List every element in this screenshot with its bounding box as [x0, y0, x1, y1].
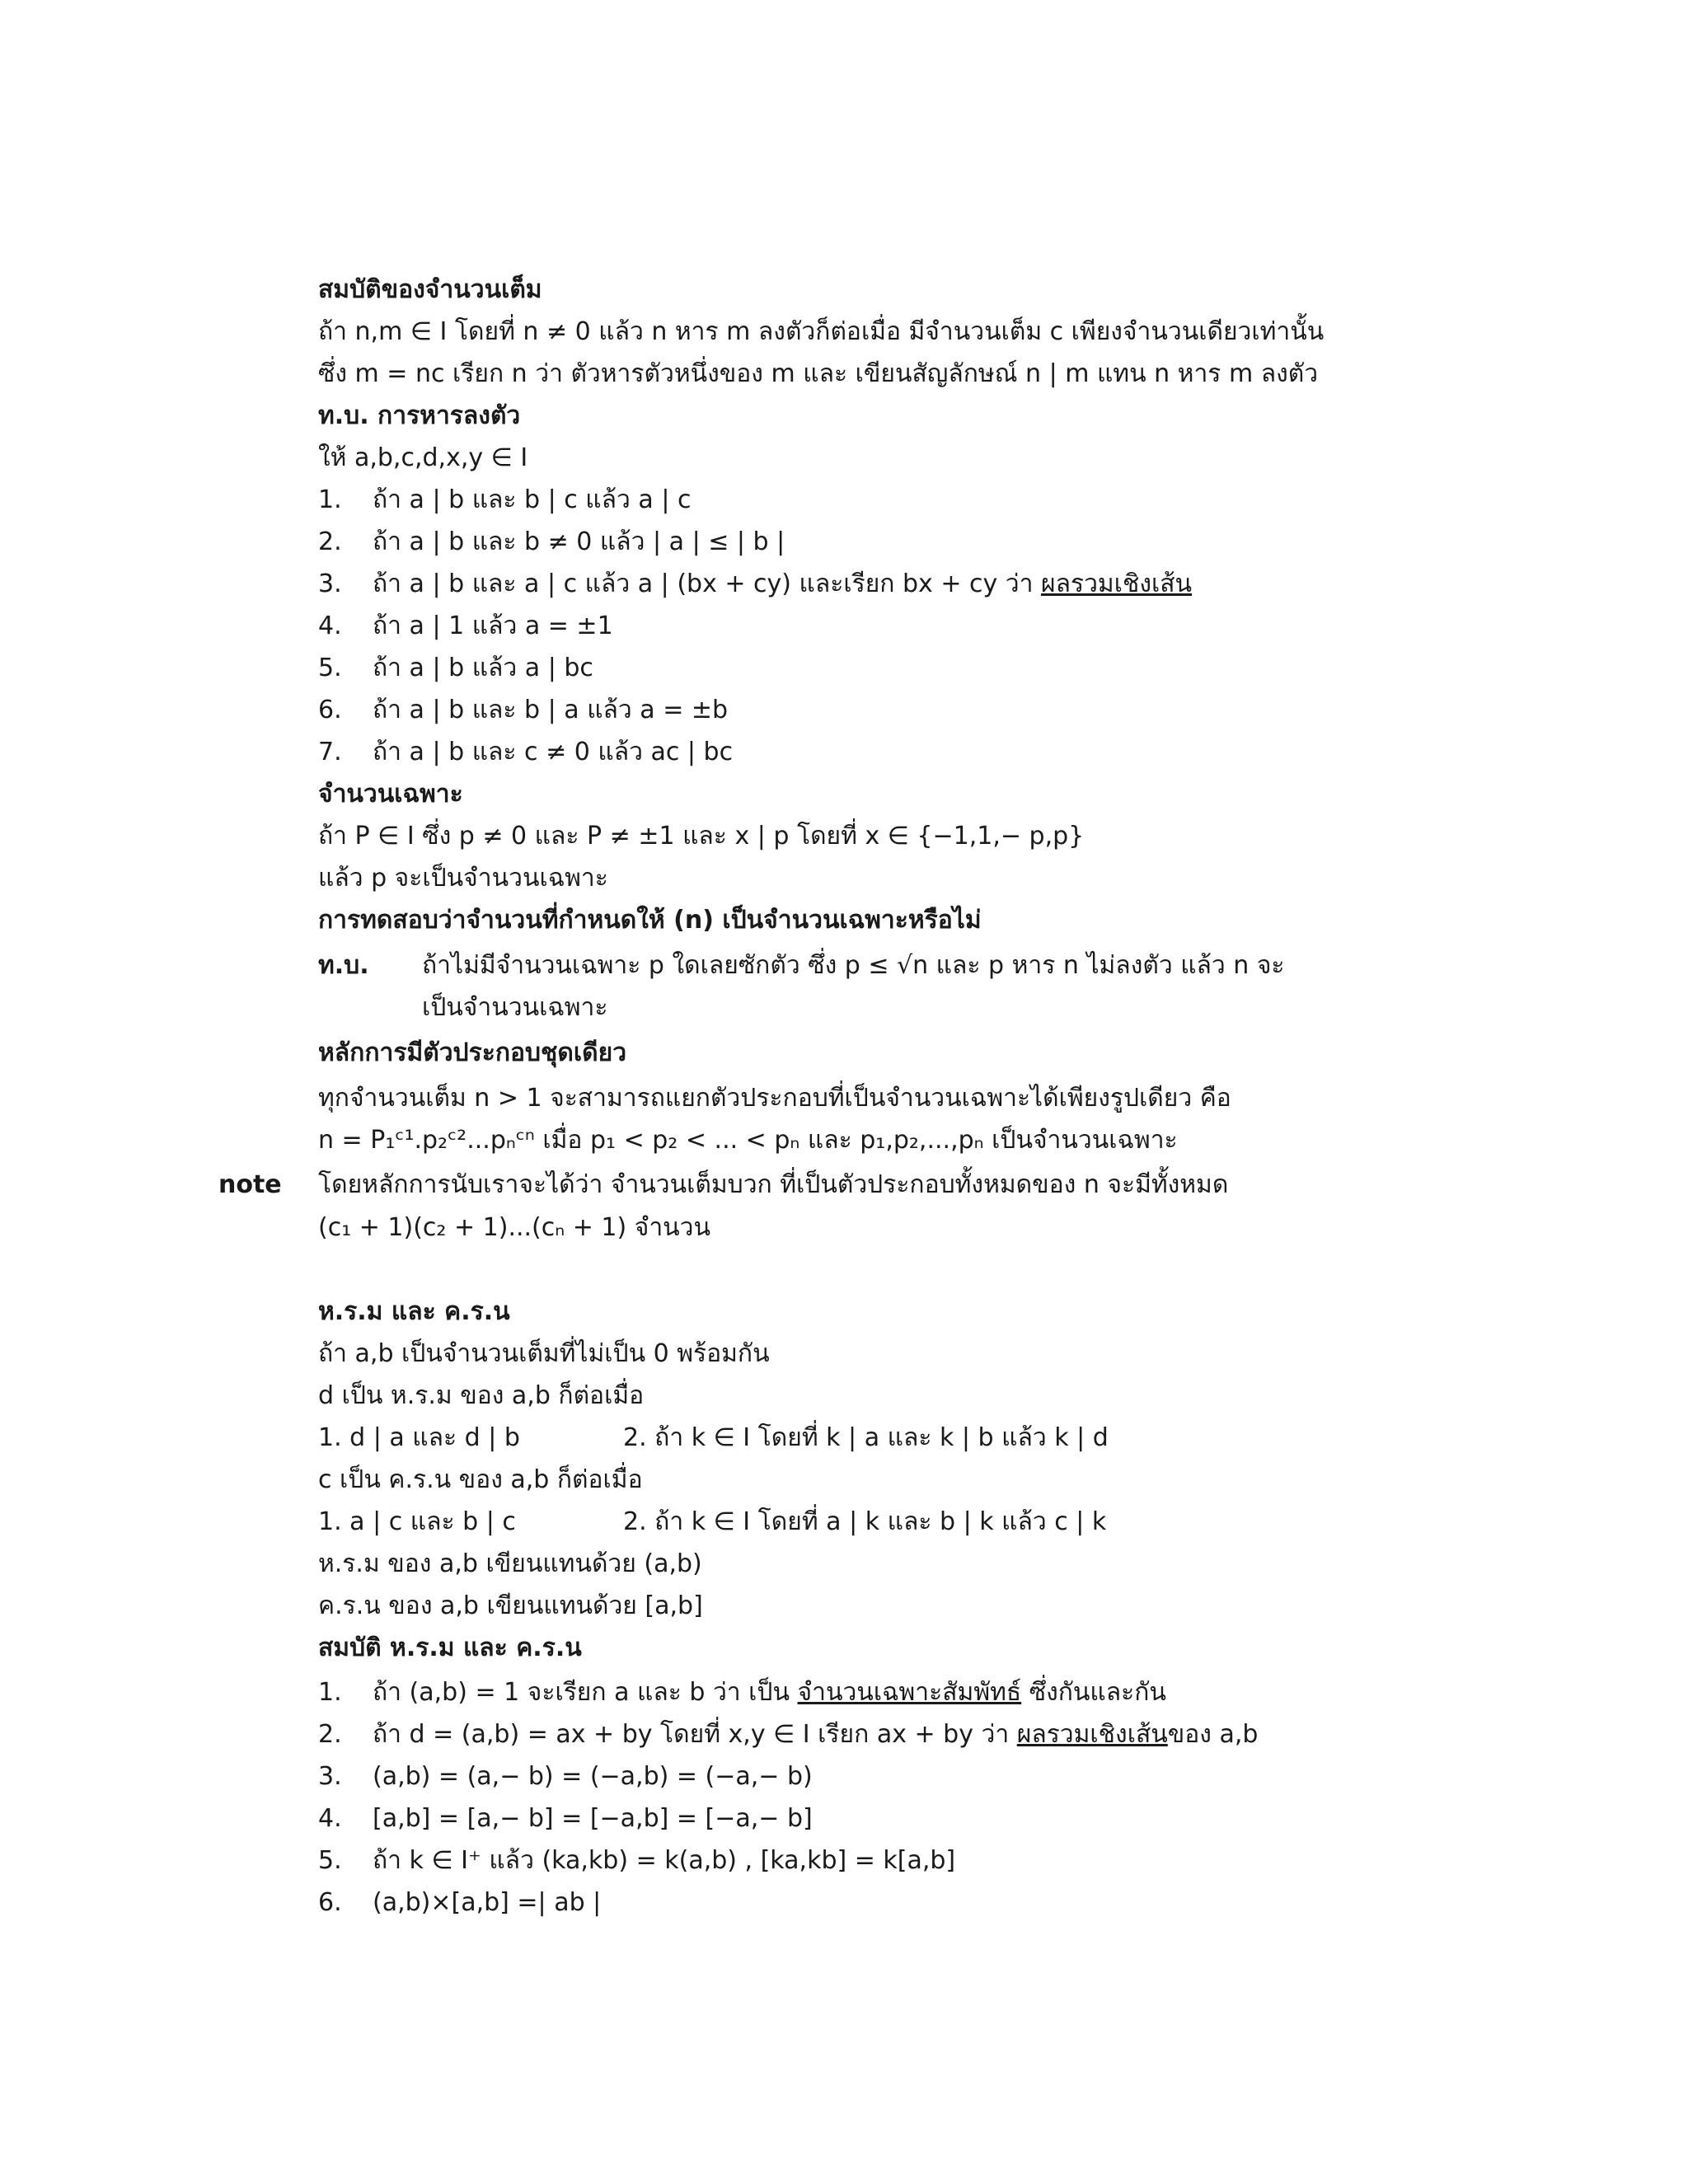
lcm-conditions: 1. a | c และ b | c 2. ถ้า k ∈ I โดยที่ a | k และ b | k แล้ว c | k: [318, 1507, 1107, 1536]
gcd-conditions: 1. d | a และ d | b 2. ถ้า k ∈ I โดยที่ k | a และ k | b แล้ว k | d: [318, 1423, 1109, 1452]
divisibility-definition-line1: ถ้า n,m ∈ I โดยที่ n ≠ 0 แล้ว n หาร m ลงตัวก็ต่อเมื่อ มีจำนวนเต็ม c เพียงจำนวนเดียวเท่านั้น: [318, 317, 1325, 346]
divisor-count-formula: (c₁ + 1)(c₂ + 1)...(cₙ + 1) จำนวน: [318, 1213, 711, 1242]
list-item: 1. ถ้า a | b และ b | c แล้ว a | c: [318, 485, 692, 514]
document-page: สมบัติของจำนวนเต็ม ถ้า n,m ∈ I โดยที่ n ≠ 0 แล้ว n หาร m ลงตัวก็ต่อเมื่อ มีจำนวนเต็ม c เพียงจำนวนเดียวเท่านั้น ซึ่ง m = nc เรียก n ว่า ตัวหารตัวหนึ่งของ m และ เขียนสัญลักษณ์ n | m แทน n หาร m ลงตัว ท.บ. การหารลงตัว ให้ a,b,c,d,x,y ∈ I 1. ถ้า a | b และ b | c แล้ว a | c 2. ถ้า a | b และ b ≠ 0 แล้ว | a | ≤ | b | 3. ถ้า a | b และ a | c แล้ว a | (bx + cy) และเรียก bx + cy ว่า ผลรวมเชิงเส้น 4. ถ้า a | 1 แล้ว a = ±1 5. ถ้า a | b แล้ว a | bc 6. ถ้า a | b และ b | a แล้ว a = ±b 7. ถ้า a | b และ c ≠ 0 แล้ว ac | bc จำนวนเฉพาะ ถ้า P ∈ I ซึ่ง p ≠ 0 และ P ≠ ±1 และ x | p โดยที่ x ∈ {−1,1,− p,p} แล้ว p จะเป็นจำนวนเฉพาะ การทดสอบว่าจำนวนที่กำหนดให้ (n) เป็นจำนวนเฉพาะหรือไม่ ท.บ. ถ้าไม่มีจำนวนเฉพาะ p ใดเลยซักตัว ซึ่ง p ≤ √n และ p หาร n ไม่ลงตัว แล้ว n จะ เป็นจำนวนเฉพาะ หลักการมีตัวประกอบชุดเดียว ทุกจำนวนเต็ม n > 1 จะสามารถแยกตัวประกอบที่เป็นจำนวนเฉพาะได้เพียงรูปเดียว คือ n = P₁ᶜ¹.p₂ᶜ²...pₙᶜⁿ เมื่อ p₁ < p₂ < ... < pₙ และ p₁,p₂,...,pₙ เป็นจำนวนเฉพาะ note โดยหลักการนับเราจะได้ว่า จำนวนเต็มบวก ที่เป็นตัวประกอบทั้งหมดของ n จะมีทั้งหมด (c₁ + 1)(c₂ + 1)...(cₙ + 1) จำนวน ห.ร.ม และ ค.ร.น ถ้า a,b เป็นจำนวนเต็มที่ไม่เป็น 0 พร้อมกัน d เป็น ห.ร.ม ของ a,b ก็ต่อเมื่อ 1. d | a และ d | b 2. ถ้า k ∈ I โดยที่ k | a และ k | b แล้ว k | d c เป็น ค.ร.น ของ a,b ก็ต่อเมื่อ 1. a | c และ b | c 2. ถ้า k ∈ I โดยที่ a | k และ b | k แล้ว c | k ห.ร.ม ของ a,b เขียนแทนด้วย (a,b) ค.ร.น ของ a,b เขียนแทนด้วย [a,b] สมบัติ ห.ร.ม และ ค.ร.น 1. ถ้า (a,b) = 1 จะเรียก a และ b ว่า เป็น จำนวนเฉพาะสัมพัทธ์ ซึ่งกันและกัน 2. ถ้า d = (a,b) = ax + by โดยที่ x,y ∈ I เรียก ax + by ว่า ผลรวมเชิงเส้นของ a,b 3. (a,b) = (a,− b) = (−a,b) = (−a,− b) 4. [a,b] = [a,− b] = [−a,b] = [−a,− b] 5. ถ้า k ∈ I⁺ แล้ว (ka,kb) = k(a,b) , [ka,kb] = k[a,b] 6. (a,b)×[a,b] =| ab |: [0, 0, 1688, 2184]
list-item: 7. ถ้า a | b และ c ≠ 0 แล้ว ac | bc: [318, 738, 734, 766]
list-item: 4. [a,b] = [a,− b] = [−a,b] = [−a,− b]: [318, 1804, 813, 1833]
list-item: 3. ถ้า a | b และ a | c แล้ว a | (bx + cy) และเรียก bx + cy ว่า ผลรวมเชิงเส้น: [318, 569, 1193, 598]
gcd-lcm-given: ถ้า a,b เป็นจำนวนเต็มที่ไม่เป็น 0 พร้อมกัน: [318, 1339, 770, 1368]
list-item: 3. (a,b) = (a,− b) = (−a,b) = (−a,− b): [318, 1762, 813, 1791]
list-item: 4. ถ้า a | 1 แล้ว a = ±1: [318, 612, 613, 640]
linear-combination-term: ผลรวมเชิงเส้น: [1041, 569, 1193, 598]
lcm-notation: ค.ร.น ของ a,b เขียนแทนด้วย [a,b]: [318, 1591, 703, 1620]
list-item: 5. ถ้า a | b แล้ว a | bc: [318, 654, 593, 682]
lcm-definition-intro: c เป็น ค.ร.น ของ a,b ก็ต่อเมื่อ: [318, 1465, 643, 1494]
relatively-prime-term: จำนวนเฉพาะสัมพัทธ์: [797, 1678, 1022, 1707]
note-label: note: [218, 1170, 282, 1199]
section-title-unique-factorization: หลักการมีตัวประกอบชุดเดียว: [318, 1038, 627, 1067]
section-title-gcd-lcm-properties: สมบัติ ห.ร.ม และ ค.ร.น: [318, 1633, 582, 1662]
gcd-definition-intro: d เป็น ห.ร.ม ของ a,b ก็ต่อเมื่อ: [318, 1381, 645, 1410]
prime-definition-line2: แล้ว p จะเป็นจำนวนเฉพาะ: [318, 864, 608, 893]
gcd-notation: ห.ร.ม ของ a,b เขียนแทนด้วย (a,b): [318, 1549, 702, 1578]
factorization-line1: ทุกจำนวนเต็ม n > 1 จะสามารถแยกตัวประกอบที่เป็นจำนวนเฉพาะได้เพียงรูปเดียว คือ: [318, 1084, 1231, 1113]
theorem-label: ท.บ.: [318, 951, 369, 980]
divisibility-given: ให้ a,b,c,d,x,y ∈ I: [318, 443, 528, 472]
section-title-prime: จำนวนเฉพาะ: [318, 780, 463, 808]
divisor-count-line1: โดยหลักการนับเราจะได้ว่า จำนวนเต็มบวก ที่เป็นตัวประกอบทั้งหมดของ n จะมีทั้งหมด: [318, 1170, 1229, 1199]
list-item: 2. ถ้า d = (a,b) = ax + by โดยที่ x,y ∈ I เรียก ax + by ว่า ผลรวมเชิงเส้นของ a,b: [318, 1720, 1259, 1749]
section-title-integer-properties: สมบัติของจำนวนเต็ม: [318, 275, 542, 304]
list-item: 2. ถ้า a | b และ b ≠ 0 แล้ว | a | ≤ | b |: [318, 527, 785, 556]
section-title-divisibility-theorem: ท.บ. การหารลงตัว: [318, 401, 521, 430]
divisibility-definition-line2: ซึ่ง m = nc เรียก n ว่า ตัวหารตัวหนึ่งของ m และ เขียนสัญลักษณ์ n | m แทน n หาร m ลงตัว: [318, 359, 1319, 388]
section-title-gcd-lcm: ห.ร.ม และ ค.ร.น: [318, 1297, 510, 1326]
list-item: 1. ถ้า (a,b) = 1 จะเรียก a และ b ว่า เป็น จำนวนเฉพาะสัมพัทธ์ ซึ่งกันและกัน: [318, 1678, 1166, 1707]
list-item: 6. (a,b)×[a,b] =| ab |: [318, 1888, 602, 1917]
prime-definition-line1: ถ้า P ∈ I ซึ่ง p ≠ 0 และ P ≠ ±1 และ x | p โดยที่ x ∈ {−1,1,− p,p}: [318, 822, 1085, 851]
list-item: 5. ถ้า k ∈ I⁺ แล้ว (ka,kb) = k(a,b) , [ka,kb] = k[a,b]: [318, 1846, 956, 1875]
section-title-primality-test: การทดสอบว่าจำนวนที่กำหนดให้ (n) เป็นจำนวนเฉพาะหรือไม่: [318, 906, 982, 935]
list-item: 6. ถ้า a | b และ b | a แล้ว a = ±b: [318, 696, 729, 724]
linear-combination-term: ผลรวมเชิงเส้น: [1016, 1720, 1168, 1749]
factorization-formula: n = P₁ᶜ¹.p₂ᶜ²...pₙᶜⁿ เมื่อ p₁ < p₂ < ... < pₙ และ p₁,p₂,...,pₙ เป็นจำนวนเฉพาะ: [318, 1126, 1178, 1155]
